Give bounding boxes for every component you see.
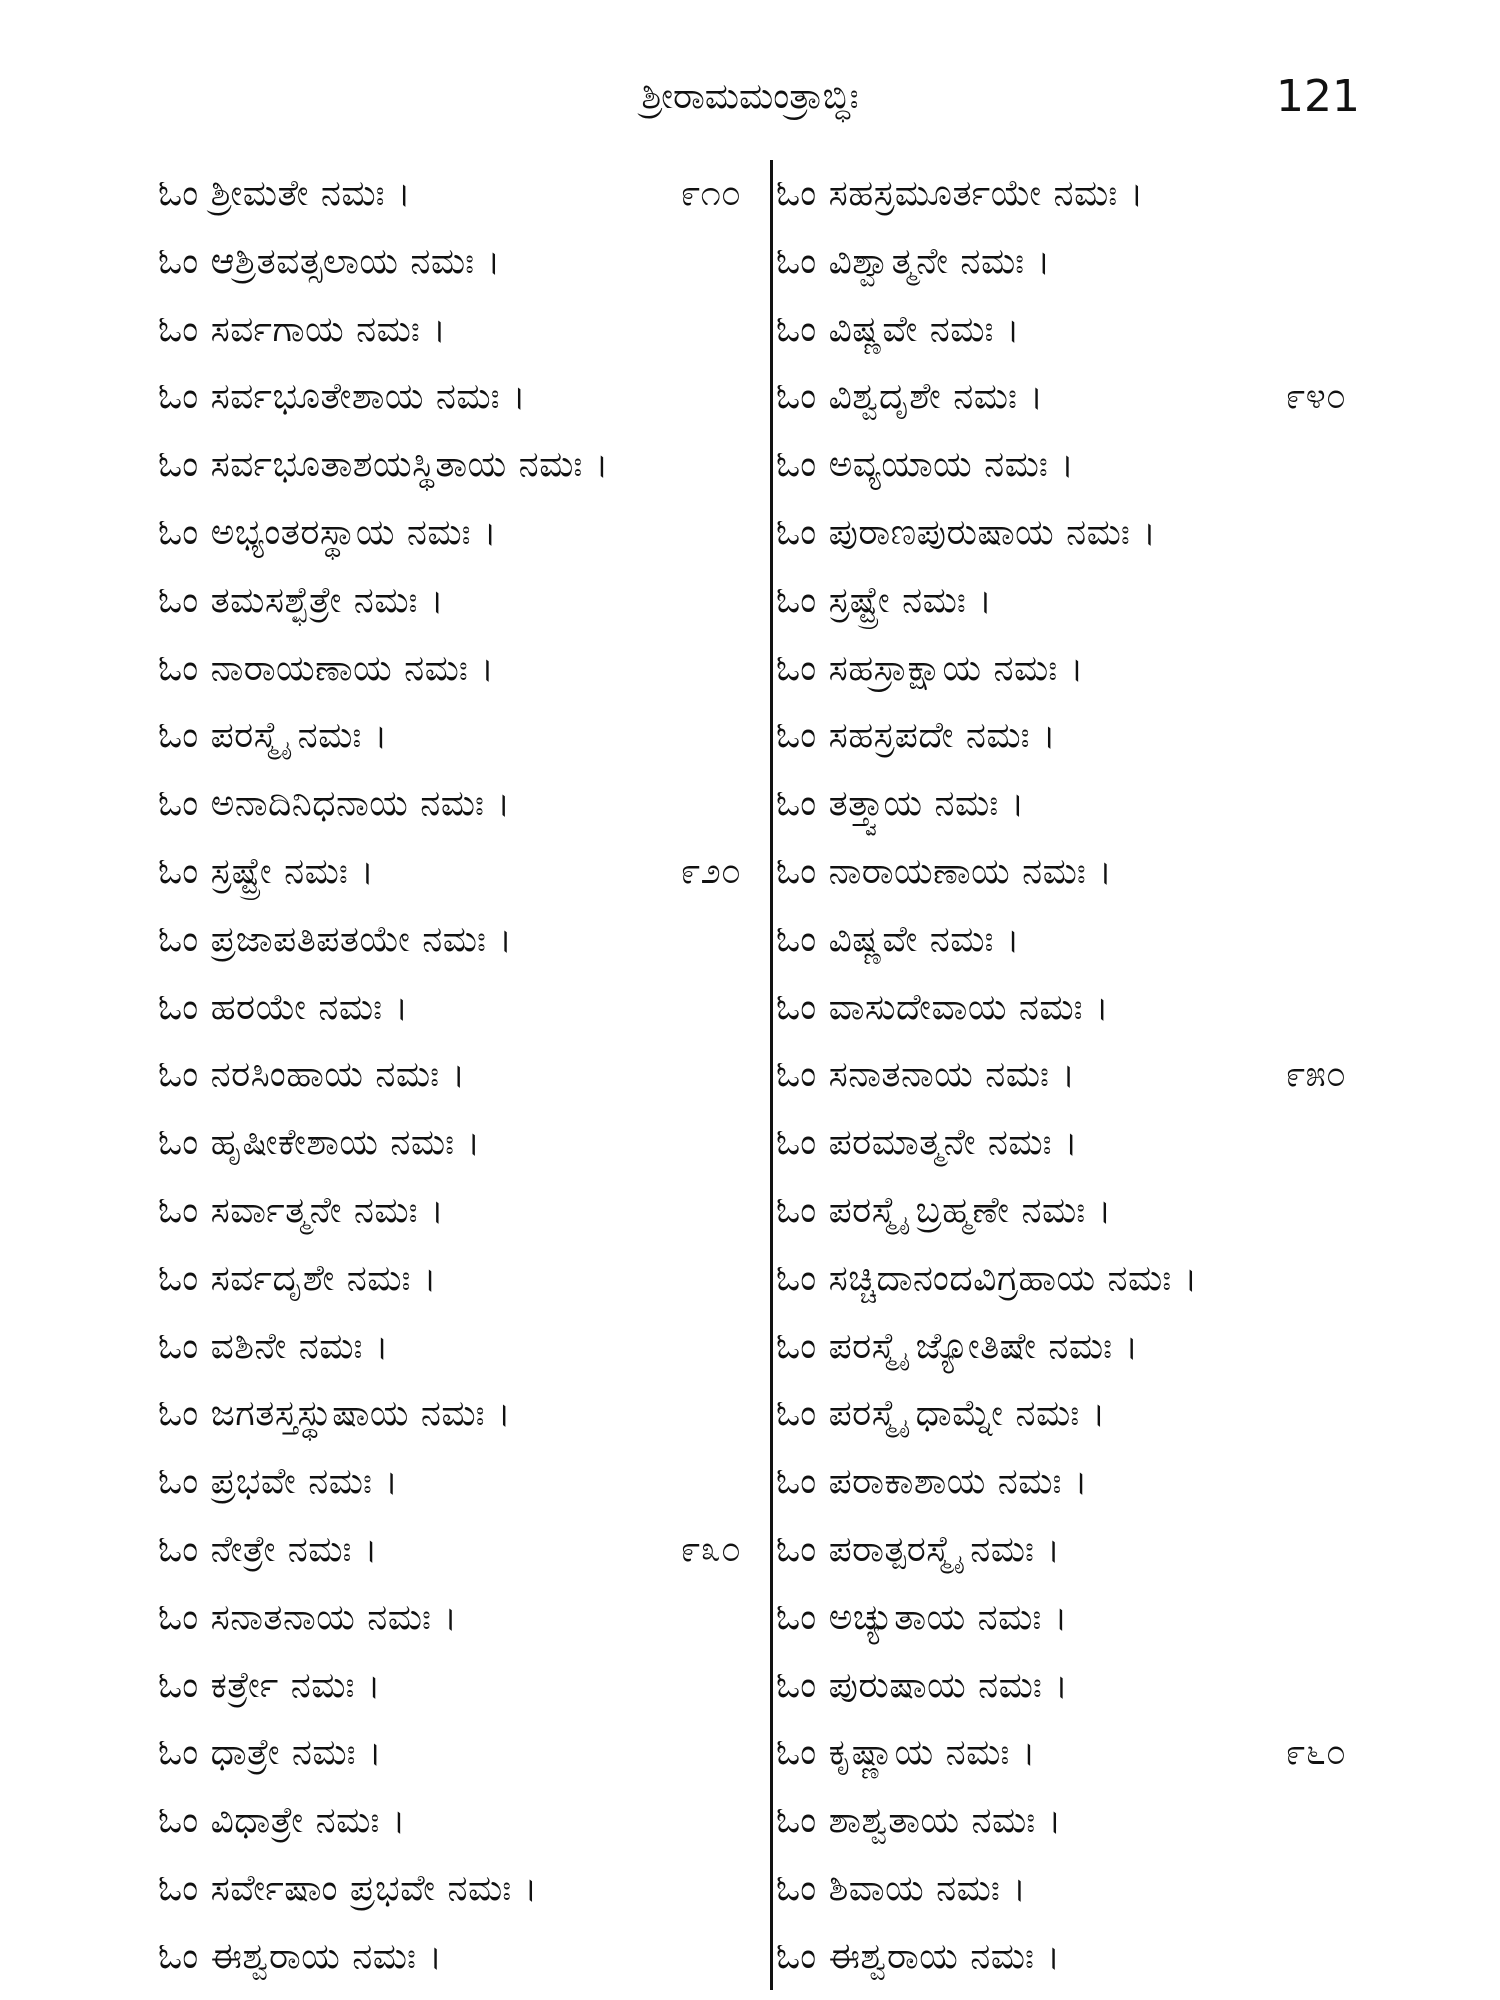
name-entry	[776, 1516, 1376, 1584]
left-column	[158, 160, 753, 1991]
entry-text: ಓಂ ಸರ್ವೇಷಾಂ ಪ್ರಭವೇ ನಮಃ ।	[158, 1867, 538, 1909]
entry-text: ಓಂ ಅನಾದಿನಿಧನಾಯ ನಮಃ ।	[158, 783, 511, 825]
entry-text: ಓಂ ಸನಾತನಾಯ ನಮಃ ।	[776, 1054, 1076, 1096]
entry-text: ಓಂ ಈಶ್ವರಾಯ ನಮಃ ।	[158, 1935, 443, 1977]
name-entry	[158, 1516, 753, 1584]
name-entry	[776, 702, 1376, 770]
name-entry	[776, 770, 1376, 838]
name-entry	[158, 499, 753, 567]
entry-text: ಓಂ ಪುರುಷಾಯ ನಮಃ ।	[776, 1664, 1069, 1706]
entry-text: ಓಂ ವಾಸುದೇವಾಯ ನಮಃ ।	[776, 986, 1110, 1028]
page-number: 121	[1276, 71, 1360, 122]
entry-text: ಓಂ ಸಚ್ಚಿದಾನಂದವಿಗ್ರಹಾಯ ನಮಃ ।	[776, 1257, 1198, 1299]
name-entry	[158, 770, 753, 838]
entry-text: ಓಂ ಸಹಸ್ರಮೂರ್ತಯೇ ನಮಃ ।	[776, 173, 1144, 214]
name-entry	[158, 431, 753, 499]
entry-text: ಓಂ ಸ್ರಷ್ಟ್ರೇ ನಮಃ ।	[776, 579, 993, 621]
entry-text: ಓಂ ಹರಯೇ ನಮಃ ।	[158, 986, 409, 1028]
name-entry	[776, 1177, 1376, 1245]
entry-text: ಓಂ ಪರಾಕಾಶಾಯ ನಮಃ ।	[776, 1461, 1089, 1503]
name-entry	[158, 1719, 753, 1787]
name-entry	[776, 296, 1376, 364]
name-entry	[158, 363, 753, 431]
entry-text: ಓಂ ವಿಧಾತ್ರೇ ನಮಃ ।	[158, 1800, 406, 1842]
entry-text: ಓಂ ನಾರಾಯಣಾಯ ನಮಃ ।	[158, 647, 495, 689]
entry-text: ಓಂ ಅವ್ಯಯಾಯ ನಮಃ ।	[776, 444, 1075, 486]
verse-count-numeral: ೯೫೦	[1285, 1054, 1346, 1096]
entry-text: ಓಂ ಶಾಶ್ವತಾಯ ನಮಃ ।	[776, 1800, 1062, 1842]
column-divider	[770, 160, 773, 1990]
entry-text: ಓಂ ವಿಶ್ವಾತ್ಮನೇ ನಮಃ ।	[776, 240, 1051, 282]
page-header	[0, 70, 1500, 130]
verse-count-numeral: ೯೪೦	[1285, 376, 1346, 418]
entry-text: ಓಂ ಆಶ್ರಿತವತ್ಸಲಾಯ ನಮಃ ।	[158, 240, 501, 282]
name-entry	[158, 228, 753, 296]
entry-text: ಓಂ ವಿಷ್ಣವೇ ನಮಃ ।	[776, 308, 1021, 350]
entry-text: ಓಂ ಅಭ್ಯಂತರಸ್ಥಾಯ ನಮಃ ।	[158, 511, 498, 553]
entry-text: ಓಂ ಪ್ರಭವೇ ನಮಃ ।	[158, 1461, 399, 1503]
entry-text: ಓಂ ವಿಶ್ವದೃಶೇ ನಮಃ ।	[776, 376, 1044, 418]
entry-text: ಓಂ ವಶಿನೇ ನಮಃ ।	[158, 1325, 390, 1367]
entry-text: ಓಂ ನಾರಾಯಣಾಯ ನಮಃ ।	[776, 850, 1113, 892]
entry-text: ಓಂ ಧಾತ್ರೇ ನಮಃ ।	[158, 1732, 383, 1774]
entry-text: ಓಂ ಈಶ್ವರಾಯ ನಮಃ ।	[776, 1935, 1061, 1977]
entry-text: ಓಂ ಪರಸ್ಮೈ ಬ್ರಹ್ಮಣೇ ನಮಃ ।	[776, 1189, 1112, 1231]
name-entry	[776, 431, 1376, 499]
entry-text: ಓಂ ಸರ್ವಭೂತೇಶಾಯ ನಮಃ ।	[158, 376, 527, 418]
name-entry	[158, 160, 753, 228]
entry-text: ಓಂ ಶಿವಾಯ ನಮಃ ।	[776, 1867, 1027, 1909]
entry-text: ಓಂ ಸರ್ವಭೂತಾಶಯಸ್ಥಿತಾಯ ನಮಃ ।	[158, 444, 609, 486]
name-entry	[158, 1584, 753, 1652]
name-entry	[158, 296, 753, 364]
name-entry	[158, 1855, 753, 1923]
name-entry	[776, 499, 1376, 567]
name-entry	[158, 974, 753, 1042]
entry-text: ಓಂ ಸರ್ವದೃಶೇ ನಮಃ ।	[158, 1257, 438, 1299]
name-entry	[158, 635, 753, 703]
entry-text: ಓಂ ಸ್ರಷ್ಟ್ರೇ ನಮಃ ।	[158, 850, 375, 892]
entry-text: ಓಂ ಸರ್ವಾತ್ಮನೇ ನಮಃ ।	[158, 1189, 445, 1231]
name-entry	[776, 1719, 1376, 1787]
entry-text: ಓಂ ಸಹಸ್ರಪದೇ ನಮಃ ।	[776, 715, 1057, 757]
verse-count-numeral: ೯೬೦	[1285, 1732, 1346, 1774]
entry-text: ಓಂ ಸರ್ವಗಾಯ ನಮಃ ।	[158, 308, 447, 350]
entry-text: ಓಂ ಜಗತಸ್ತಸ್ಥುಷಾಯ ನಮಃ ।	[158, 1393, 512, 1435]
right-column	[776, 160, 1376, 1991]
name-entry	[776, 1584, 1376, 1652]
name-entry	[776, 160, 1376, 228]
entry-text: ಓಂ ಶ್ರೀಮತೇ ನಮಃ ।	[158, 173, 412, 214]
name-entry	[776, 1109, 1376, 1177]
name-entry	[158, 1787, 753, 1855]
name-entry	[158, 1177, 753, 1245]
verse-count-numeral: ೯೩೦	[680, 1528, 741, 1570]
name-entry	[776, 567, 1376, 635]
name-entry	[776, 974, 1376, 1042]
entry-text: ಓಂ ಕರ್ತ್ರೇ ನಮಃ ।	[158, 1664, 382, 1706]
entry-text: ಓಂ ಪರಮಾತ್ಮನೇ ನಮಃ ।	[776, 1122, 1079, 1164]
entry-text: ಓಂ ತತ್ತ್ವಾಯ ನಮಃ ।	[776, 783, 1025, 825]
name-entry	[776, 363, 1376, 431]
name-entry	[776, 1787, 1376, 1855]
name-entry	[776, 1245, 1376, 1313]
verse-count-numeral: ೯೧೦	[680, 173, 741, 214]
name-entry	[776, 1652, 1376, 1720]
entry-text: ಓಂ ಸಹಸ್ರಾಕ್ಷಾಯ ನಮಃ ।	[776, 647, 1084, 689]
entry-text: ಓಂ ತಮಸಶ್ಛೆತ್ರೇ ನಮಃ ।	[158, 579, 445, 621]
name-entry	[158, 1041, 753, 1109]
name-entry	[776, 635, 1376, 703]
name-entry	[158, 1109, 753, 1177]
entry-text: ಓಂ ನೇತ್ರೇ ನಮಃ ।	[158, 1528, 379, 1570]
name-entry	[776, 906, 1376, 974]
entry-text: ಓಂ ಪ್ರಜಾಪತಿಪತಯೇ ನಮಃ ।	[158, 918, 513, 960]
name-entry	[776, 1855, 1376, 1923]
entry-text: ಓಂ ಪರಸ್ಮೈ ನಮಃ ।	[158, 715, 388, 757]
name-entry	[776, 228, 1376, 296]
running-title: ಶ್ರೀರಾಮಮಂತ್ರಾಬ್ಧಿಃ	[641, 76, 859, 117]
name-entry	[158, 1448, 753, 1516]
name-entry	[776, 1041, 1376, 1109]
entry-text: ಓಂ ಹೃಷೀಕೇಶಾಯ ನಮಃ ।	[158, 1122, 481, 1164]
entry-text: ಓಂ ಕೃಷ್ಣಾಯ ನಮಃ ।	[776, 1732, 1036, 1774]
name-entry	[158, 1313, 753, 1381]
name-entry	[158, 1245, 753, 1313]
name-entry	[158, 567, 753, 635]
entry-text: ಓಂ ಪುರಾಣಪುರುಷಾಯ ನಮಃ ।	[776, 511, 1157, 553]
name-entry	[158, 702, 753, 770]
entry-text: ಓಂ ಸನಾತನಾಯ ನಮಃ ।	[158, 1596, 458, 1638]
entry-text: ಓಂ ನರಸಿಂಹಾಯ ನಮಃ ।	[158, 1054, 466, 1096]
name-entry	[776, 1923, 1376, 1991]
entry-text: ಓಂ ಪರಸ್ಮೈ ಧಾಮ್ನೇ ನಮಃ ।	[776, 1393, 1106, 1435]
name-entry	[158, 1380, 753, 1448]
entry-text: ಓಂ ವಿಷ್ಣವೇ ನಮಃ ।	[776, 918, 1021, 960]
name-entry	[776, 1313, 1376, 1381]
entry-text: ಓಂ ಪರಾತ್ಪರಸ್ಮೈ ನಮಃ ।	[776, 1528, 1061, 1570]
name-entry	[776, 1448, 1376, 1516]
name-entry	[776, 1380, 1376, 1448]
name-entry	[776, 838, 1376, 906]
name-entry	[158, 1652, 753, 1720]
entry-text: ಓಂ ಪರಸ್ಮೈ ಜ್ಯೋತಿಷೇ ನಮಃ ।	[776, 1325, 1139, 1367]
entry-text: ಓಂ ಅಚ್ಯುತಾಯ ನಮಃ ।	[776, 1596, 1068, 1638]
name-entry	[158, 906, 753, 974]
verse-count-numeral: ೯೨೦	[680, 850, 741, 892]
name-entry	[158, 1923, 753, 1991]
name-entry	[158, 838, 753, 906]
